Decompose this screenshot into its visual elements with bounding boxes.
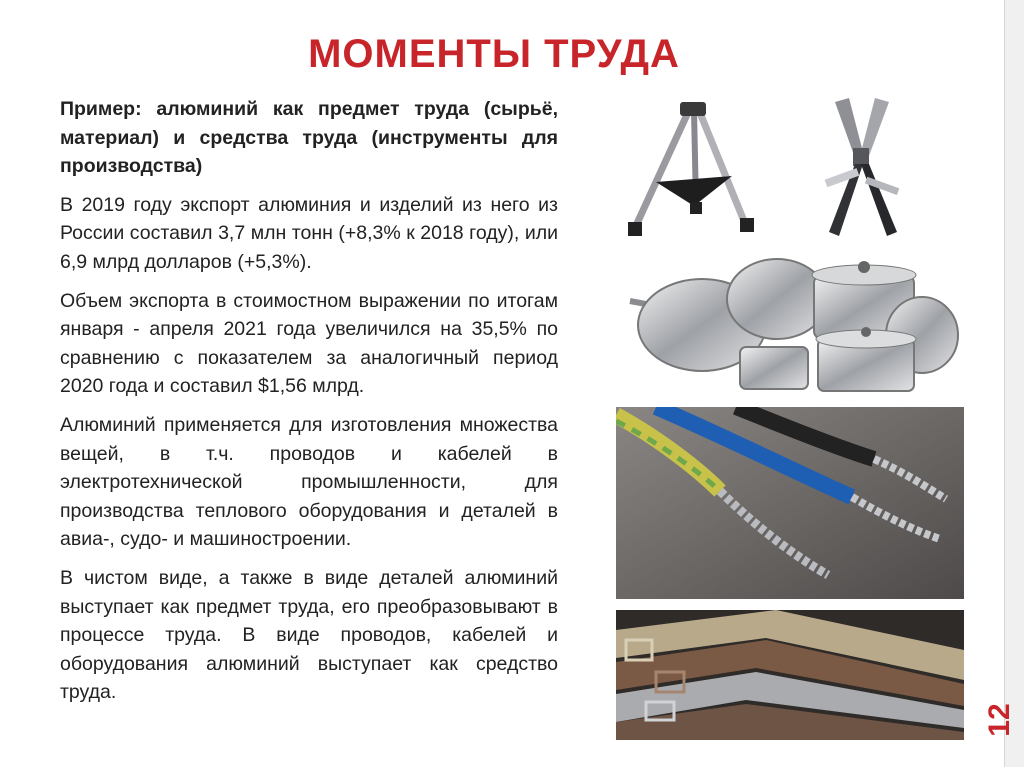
paragraph-usage: Алюминий применяется для изготовления множества вещей, в т.ч. проводов и кабелей в электротехнической промышленности, для производства теплового оборудования и деталей в авиа-, судо- и машиностроении. bbox=[60, 413, 558, 551]
slide-number: 12 bbox=[983, 703, 1016, 737]
slide-title: МОМЕНТЫ ТРУДА bbox=[308, 32, 680, 76]
aluminum-profiles-image bbox=[616, 610, 964, 740]
tripod-image bbox=[612, 98, 780, 244]
wires-image bbox=[616, 407, 964, 599]
paragraph-example: Пример: алюминий как предмет труда (сырьё, материал) и средства труда (инструменты для производства) bbox=[60, 98, 558, 178]
cookware-image bbox=[622, 255, 962, 395]
paragraph-export-2019: В 2019 году экспорт алюминия и изделий из него из России составил 3,7 млн тонн (+8,3% к 2018 году), или 6,9 млрд долларов (+5,3%). bbox=[60, 193, 558, 273]
slide-body bbox=[60, 95, 558, 717]
slide-edge-strip bbox=[1004, 0, 1024, 767]
paragraph-conclusion: В чистом виде, а также в виде деталей алюминий выступает как предмет труда, его преобразовывают в процессе труда. В виде проводов, кабелей и оборудования алюминий выступает как средство труда. bbox=[60, 566, 558, 704]
paragraph-export-2021: Объем экспорта в стоимостном выражении по итогам января - апреля 2021 года увеличился на 35,5% по сравнению с показателем за аналогичный период 2020 года и составил $1,56 млрд. bbox=[60, 289, 558, 398]
multitool-image bbox=[805, 92, 917, 242]
